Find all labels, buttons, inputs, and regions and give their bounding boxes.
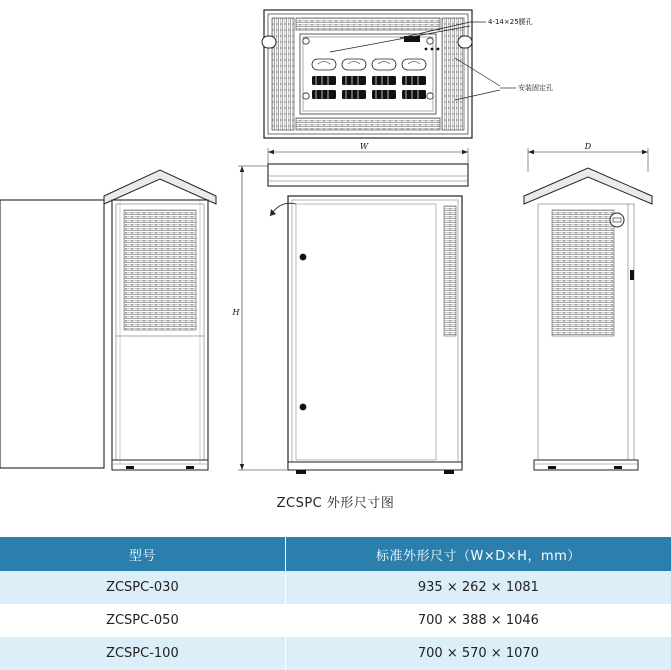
annotation-holes: 4-14×25腰孔 [488,18,533,26]
dimension-h-label: H [232,308,240,317]
table-header-row [0,537,671,571]
header-dimensions: 标准外形尺寸（W×D×H，mm） [285,537,671,571]
left-side-view [104,170,216,470]
cell-model: ZCSPC-100 [0,637,285,670]
front-view [232,142,468,474]
table-row [0,604,671,637]
cell-dimensions: 700 × 570 × 1070 [285,637,671,670]
table-row [0,571,671,604]
top-view [262,10,553,138]
annotation-mount: 安装固定孔 [518,84,553,92]
cell-dimensions: 700 × 388 × 1046 [285,604,671,637]
cell-model: ZCSPC-050 [0,604,285,637]
cell-dimensions: 935 × 262 × 1081 [285,571,671,604]
header-model: 型号 [0,537,285,571]
drawing-caption: ZCSPC 外形尺寸图 [276,496,395,511]
spec-table [0,537,671,670]
cell-model: ZCSPC-030 [0,571,285,604]
dimension-d-label: D [584,142,592,151]
dimension-w-label: W [359,142,369,151]
table-row [0,637,671,670]
